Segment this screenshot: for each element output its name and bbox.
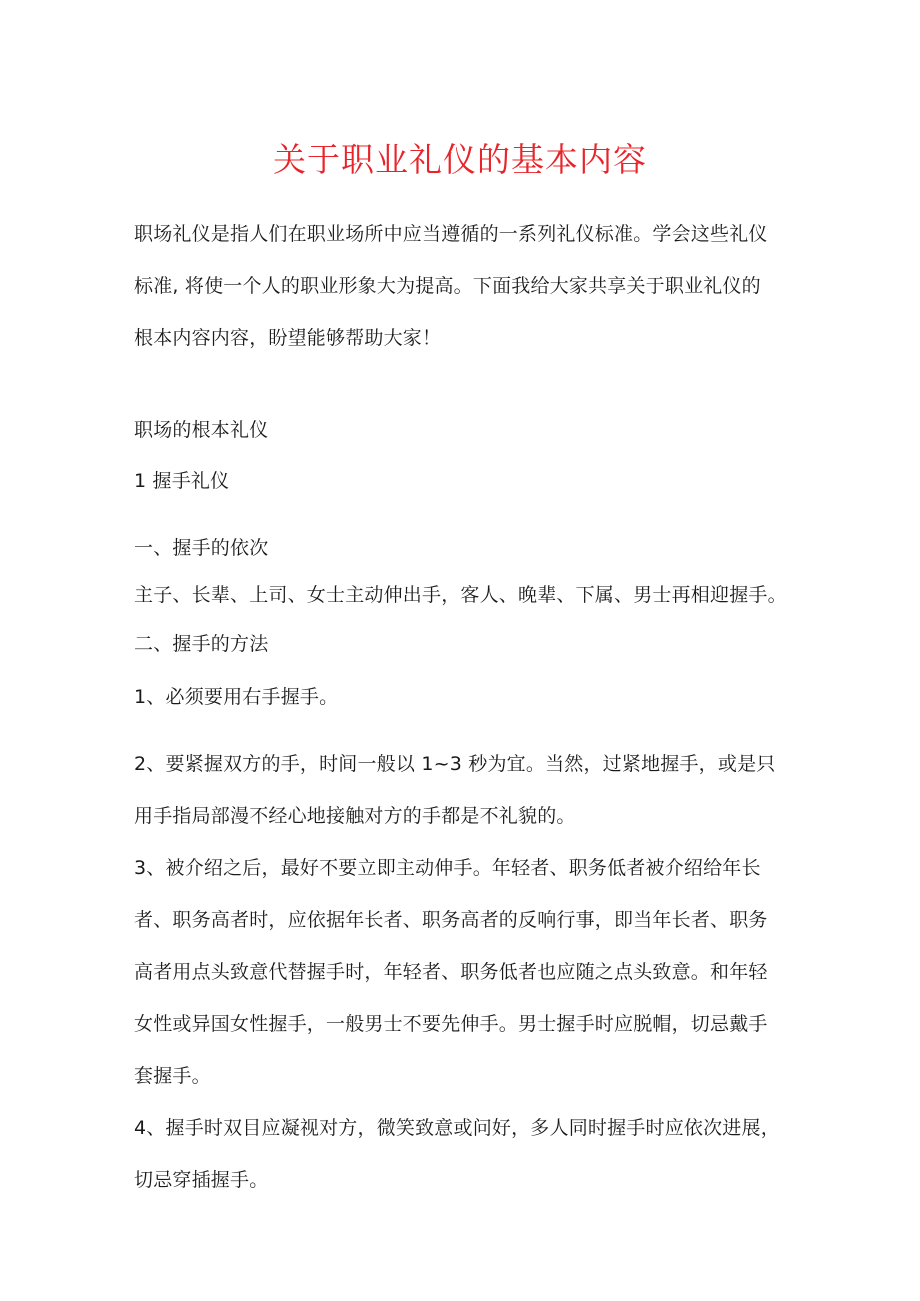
section-heading: 职场的根本礼仪 [134, 419, 269, 441]
part1-heading: 一、握手的依次 [134, 537, 269, 559]
document-title: 关于职业礼仪的基本内容 [273, 140, 647, 179]
list-item-line: 用手指局部漫不经心地接触对方的手都是不礼貌的。 [134, 805, 576, 827]
list-item [134, 1102, 794, 1206]
list-item: 1、必须要用右手握手。 [134, 686, 339, 708]
subsection-heading: 1 握手礼仪 [134, 470, 230, 492]
list-item-line: 2、要紧握双方的手，时间一般以 1~3 秒为宜。当然，过紧地握手，或是只 [134, 753, 776, 775]
part1-text: 主子、长辈、上司、女士主动伸出手，客人、晚辈、下属、男士再相迎握手。 [134, 584, 787, 606]
list-item-line: 女性或异国女性握手，一般男士不要先伸手。男士握手时应脱帽，切忌戴手 [134, 1013, 768, 1035]
list-item-line: 3、被介绍之后，最好不要立即主动伸手。年轻者、职务低者被介绍给年长 [134, 857, 761, 879]
intro-line: 标准, 将使一个人的职业形象大为提高。下面我给大家共享关于职业礼仪的 [134, 275, 761, 297]
list-item [134, 738, 794, 842]
list-item-line: 者、职务高者时，应依据年长者、职务高者的反响行事，即当年长者、职务 [134, 909, 768, 931]
list-item-line: 套握手。 [134, 1065, 211, 1087]
list-item-line: 4、握手时双目应凝视对方，微笑致意或问好，多人同时握手时应依次进展， [134, 1117, 780, 1139]
intro-line: 根本内容内容，盼望能够帮助大家！ [134, 327, 442, 349]
part2-heading: 二、握手的方法 [134, 633, 269, 655]
list-item-line: 切忌穿插握手。 [134, 1169, 269, 1191]
list-item-line: 高者用点头致意代替握手时，年轻者、职务低者也应随之点头致意。和年轻 [134, 961, 768, 983]
intro-line: 职场礼仪是指人们在职业场所中应当遵循的一系列礼仪标准。学会这些礼仪 [134, 223, 768, 245]
intro-paragraph [134, 208, 794, 364]
list-item [134, 842, 794, 1102]
